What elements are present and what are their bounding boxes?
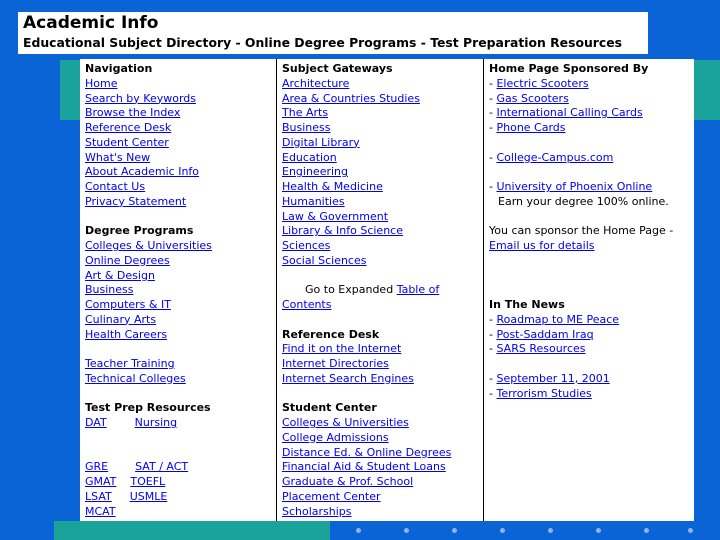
test-link-gmat[interactable]: GMAT: [85, 475, 117, 488]
test-link-mcat[interactable]: MCAT: [85, 504, 116, 518]
student-link-distance-ed[interactable]: Distance Ed. & Online Degrees: [282, 445, 452, 459]
reference-link-find-it[interactable]: Find it on the Internet: [282, 342, 402, 356]
email-us-link[interactable]: Email us for details: [489, 239, 595, 252]
test-link-dat[interactable]: DAT: [85, 416, 107, 429]
dash-marker: -: [489, 91, 493, 105]
news-link-sars[interactable]: SARS Resources: [496, 342, 586, 356]
degree-link-online-degrees[interactable]: Online Degrees: [85, 253, 170, 267]
degree-link-business[interactable]: Business: [85, 283, 134, 297]
reference-desk-heading: Reference Desk: [282, 327, 380, 341]
dash-marker: -: [489, 312, 493, 326]
sponsor-link-phoenix[interactable]: University of Phoenix Online: [496, 180, 653, 193]
dot: [356, 528, 361, 533]
nav-link-privacy-statement[interactable]: Privacy Statement: [85, 194, 187, 208]
sponsor-link-calling-cards[interactable]: International Calling Cards: [496, 106, 643, 120]
site-header: [18, 12, 648, 54]
subject-link-law-government[interactable]: Law & Government: [282, 209, 389, 223]
dash-marker: -: [489, 342, 493, 356]
test-link-nursing[interactable]: Nursing: [134, 416, 178, 429]
nav-link-search-by-keywords[interactable]: Search by Keywords: [85, 91, 196, 105]
dash-marker: -: [489, 121, 493, 134]
subject-link-area-countries[interactable]: Area & Countries Studies: [282, 91, 420, 105]
nav-link-home[interactable]: Home: [85, 76, 118, 90]
dot: [404, 528, 409, 533]
dot: [644, 528, 649, 533]
test-link-lsat[interactable]: LSAT: [85, 489, 112, 503]
degree-link-culinary-arts[interactable]: Culinary Arts: [85, 312, 157, 326]
student-center-heading: Student Center: [282, 401, 377, 415]
test-prep-heading: Test Prep Resources: [85, 401, 211, 415]
dash-marker: -: [489, 327, 493, 341]
degree-link-colleges[interactable]: Colleges & Universities: [85, 239, 212, 252]
nav-link-browse-the-index[interactable]: Browse the Index: [85, 106, 181, 120]
site-subtitle: Educational Subject Directory - Online Degree Programs - Test Preparation Resources: [23, 35, 623, 50]
degree-link-computers-it[interactable]: Computers & IT: [85, 298, 171, 311]
subject-link-sciences[interactable]: Sciences: [282, 239, 331, 252]
teal-band-bottom: [54, 521, 330, 540]
news-link-terrorism-studies[interactable]: Terrorism Studies: [496, 386, 592, 400]
directory-table: [80, 59, 694, 521]
degree-link-art-design[interactable]: Art & Design: [85, 268, 155, 282]
dash-marker: -: [489, 76, 493, 90]
news-link-roadmap[interactable]: Roadmap to ME Peace: [496, 312, 620, 326]
subject-link-digital-library[interactable]: Digital Library: [282, 135, 360, 149]
right-column: [483, 59, 694, 521]
degree-programs-heading: Degree Programs: [85, 224, 194, 238]
student-link-graduate-school[interactable]: Graduate & Prof. School: [282, 475, 414, 488]
sponsor-link-college-campus[interactable]: College-Campus.com: [496, 150, 614, 164]
news-heading: In The News: [489, 298, 565, 311]
nav-link-reference-desk[interactable]: Reference Desk: [85, 121, 172, 134]
subject-link-humanities[interactable]: Humanities: [282, 194, 345, 208]
student-link-placement-center[interactable]: Placement Center: [282, 489, 381, 503]
test-link-sat-act[interactable]: SAT / ACT: [135, 460, 189, 474]
test-link-toefl[interactable]: TOEFL: [130, 475, 166, 488]
subject-link-the-arts[interactable]: The Arts: [282, 106, 329, 120]
subject-link-social-sciences[interactable]: Social Sciences: [282, 253, 367, 267]
degree-link-health-careers[interactable]: Health Careers: [85, 327, 168, 341]
sponsor-link-phone-cards[interactable]: Phone Cards: [496, 121, 566, 134]
degree-link-technical-colleges[interactable]: Technical Colleges: [85, 371, 186, 385]
sponsored-heading: Home Page Sponsored By: [489, 62, 649, 75]
dash-marker: -: [489, 150, 493, 164]
news-link-post-saddam-iraq[interactable]: Post-Saddam Iraq: [496, 327, 594, 341]
subject-link-architecture[interactable]: Architecture: [282, 76, 350, 90]
subject-link-education[interactable]: Education: [282, 150, 337, 164]
subject-link-engineering[interactable]: Engineering: [282, 165, 348, 179]
subject-link-business[interactable]: Business: [282, 121, 331, 134]
dot: [548, 528, 553, 533]
sponsor-link-electric-scooters[interactable]: Electric Scooters: [496, 76, 589, 90]
subject-gateways-heading: Subject Gateways: [282, 62, 393, 75]
dash-marker: -: [489, 386, 493, 400]
degree-link-teacher-training[interactable]: Teacher Training: [85, 357, 175, 370]
subject-link-library-info-science[interactable]: Library & Info Science: [282, 224, 403, 238]
nav-link-student-center[interactable]: Student Center: [85, 135, 169, 149]
nav-link-whats-new[interactable]: What's New: [85, 150, 151, 164]
test-link-usmle[interactable]: USMLE: [129, 489, 168, 503]
news-link-september-11[interactable]: September 11, 2001: [496, 371, 610, 385]
table-of-contents-link-2[interactable]: Contents: [282, 298, 332, 311]
reference-link-search-engines[interactable]: Internet Search Engines: [282, 371, 414, 385]
middle-column: [276, 59, 483, 521]
student-link-admissions[interactable]: College Admissions: [282, 430, 389, 444]
dash-marker: -: [489, 180, 493, 193]
dot: [452, 528, 457, 533]
phoenix-tagline: Earn your degree 100% online.: [498, 194, 669, 208]
student-link-scholarships[interactable]: Scholarships: [282, 504, 352, 518]
sponsor-link-gas-scooters[interactable]: Gas Scooters: [496, 91, 569, 105]
dot: [688, 528, 693, 533]
reference-link-directories[interactable]: Internet Directories: [282, 357, 389, 370]
dash-marker: -: [489, 106, 493, 120]
dot: [500, 528, 505, 533]
test-link-gre[interactable]: GRE: [85, 460, 109, 474]
navigation-heading: Navigation: [85, 62, 153, 75]
left-column: [80, 59, 276, 521]
dot: [596, 528, 601, 533]
dash-marker: -: [489, 371, 493, 385]
sponsor-text: You can sponsor the Home Page -: [489, 224, 674, 238]
nav-link-about[interactable]: About Academic Info: [85, 165, 200, 179]
dot-row: [330, 528, 710, 540]
site-title: Academic Info: [23, 13, 159, 33]
subject-link-health-medicine[interactable]: Health & Medicine: [282, 180, 383, 193]
student-link-colleges[interactable]: Colleges & Universities: [282, 416, 409, 429]
student-link-financial-aid[interactable]: Financial Aid & Student Loans: [282, 460, 446, 474]
nav-link-contact-us[interactable]: Contact Us: [85, 180, 146, 193]
expanded-prefix: Go to Expanded: [305, 283, 394, 297]
table-of-contents-link[interactable]: Table of: [396, 283, 440, 297]
